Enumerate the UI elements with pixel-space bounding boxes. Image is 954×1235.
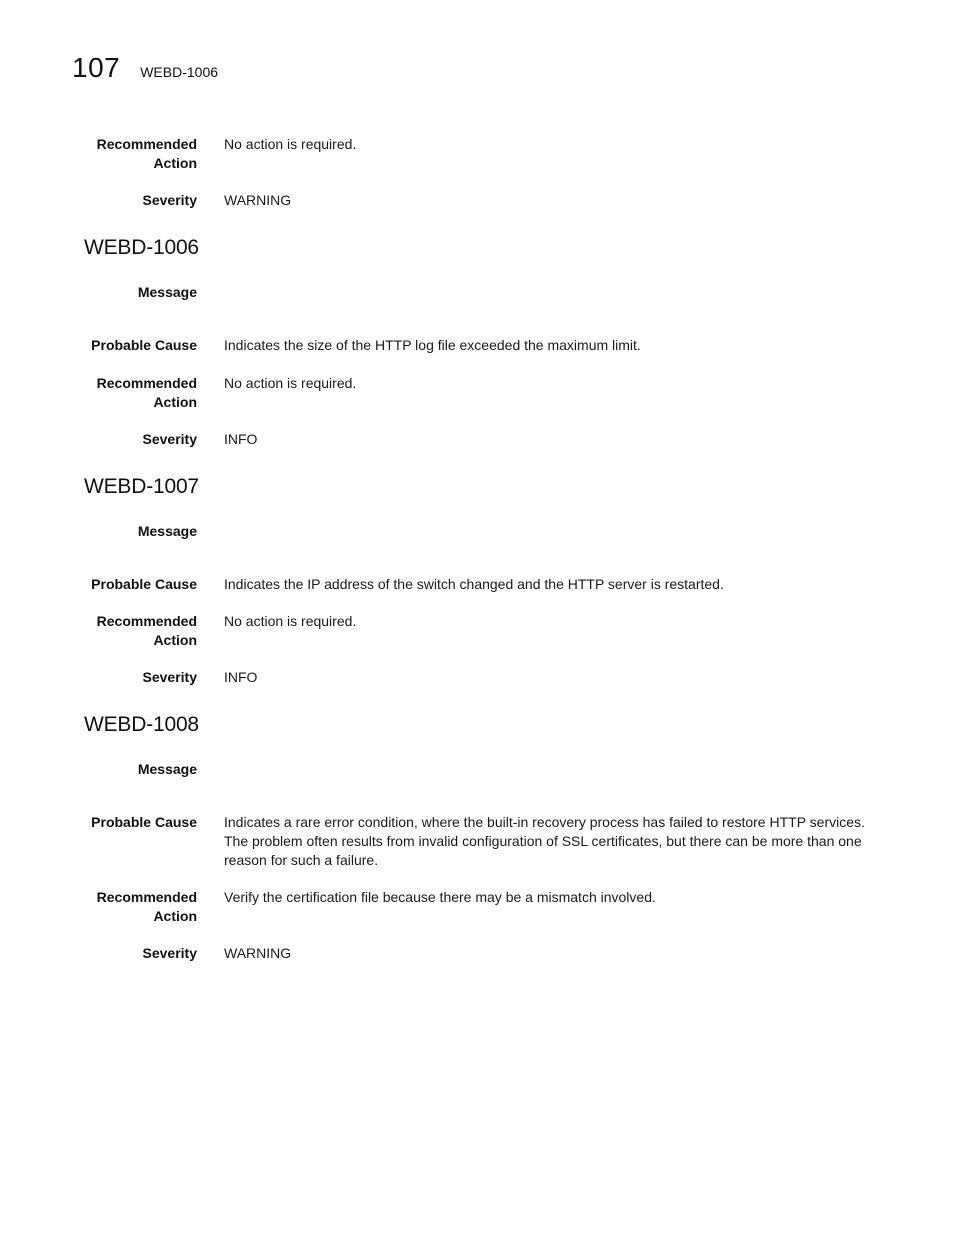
severity-label: Severity (142, 669, 197, 685)
severity-value: WARNING (224, 192, 292, 208)
severity-value: INFO (224, 431, 258, 447)
probable-cause-label: Probable Cause (91, 576, 197, 592)
running-title: WEBD-1006 (140, 64, 219, 80)
severity-value: INFO (224, 669, 258, 685)
recommended-action-label: Recommended Action (96, 136, 197, 171)
recommended-action-value: Verify the certification file because there may be a mismatch involved. (224, 889, 656, 905)
recommended-action-value: No action is required. (224, 613, 357, 629)
severity-label: Severity (142, 945, 197, 961)
message-label: Message (137, 284, 197, 300)
chapter-number: 107 (72, 52, 121, 83)
section-title-webd-1006: WEBD-1006 (84, 236, 199, 259)
recommended-action-label: Recommended Action (96, 375, 197, 410)
page-header (72, 52, 218, 84)
message-label: Message (137, 523, 197, 539)
message-label: Message (137, 761, 197, 777)
probable-cause-label: Probable Cause (91, 814, 197, 830)
severity-label: Severity (142, 192, 197, 208)
probable-cause-value: Indicates a rare error condition, where the built-in recovery process has failed to restore HTTP services. The problem often results from invalid configuration of SSL certificates, but there can be more than one reason for such a failure. (224, 814, 865, 868)
recommended-action-label: Recommended Action (96, 889, 197, 924)
severity-value: WARNING (224, 945, 292, 961)
probable-cause-label: Probable Cause (91, 337, 197, 353)
section-title-webd-1008: WEBD-1008 (84, 713, 199, 736)
probable-cause-value: Indicates the size of the HTTP log file exceeded the maximum limit. (224, 337, 641, 353)
section-title-webd-1007: WEBD-1007 (84, 475, 199, 498)
recommended-action-value: No action is required. (224, 375, 357, 391)
severity-label: Severity (142, 431, 197, 447)
recommended-action-label: Recommended Action (96, 613, 197, 648)
recommended-action-value: No action is required. (224, 136, 357, 152)
probable-cause-value: Indicates the IP address of the switch changed and the HTTP server is restarted. (224, 576, 724, 592)
